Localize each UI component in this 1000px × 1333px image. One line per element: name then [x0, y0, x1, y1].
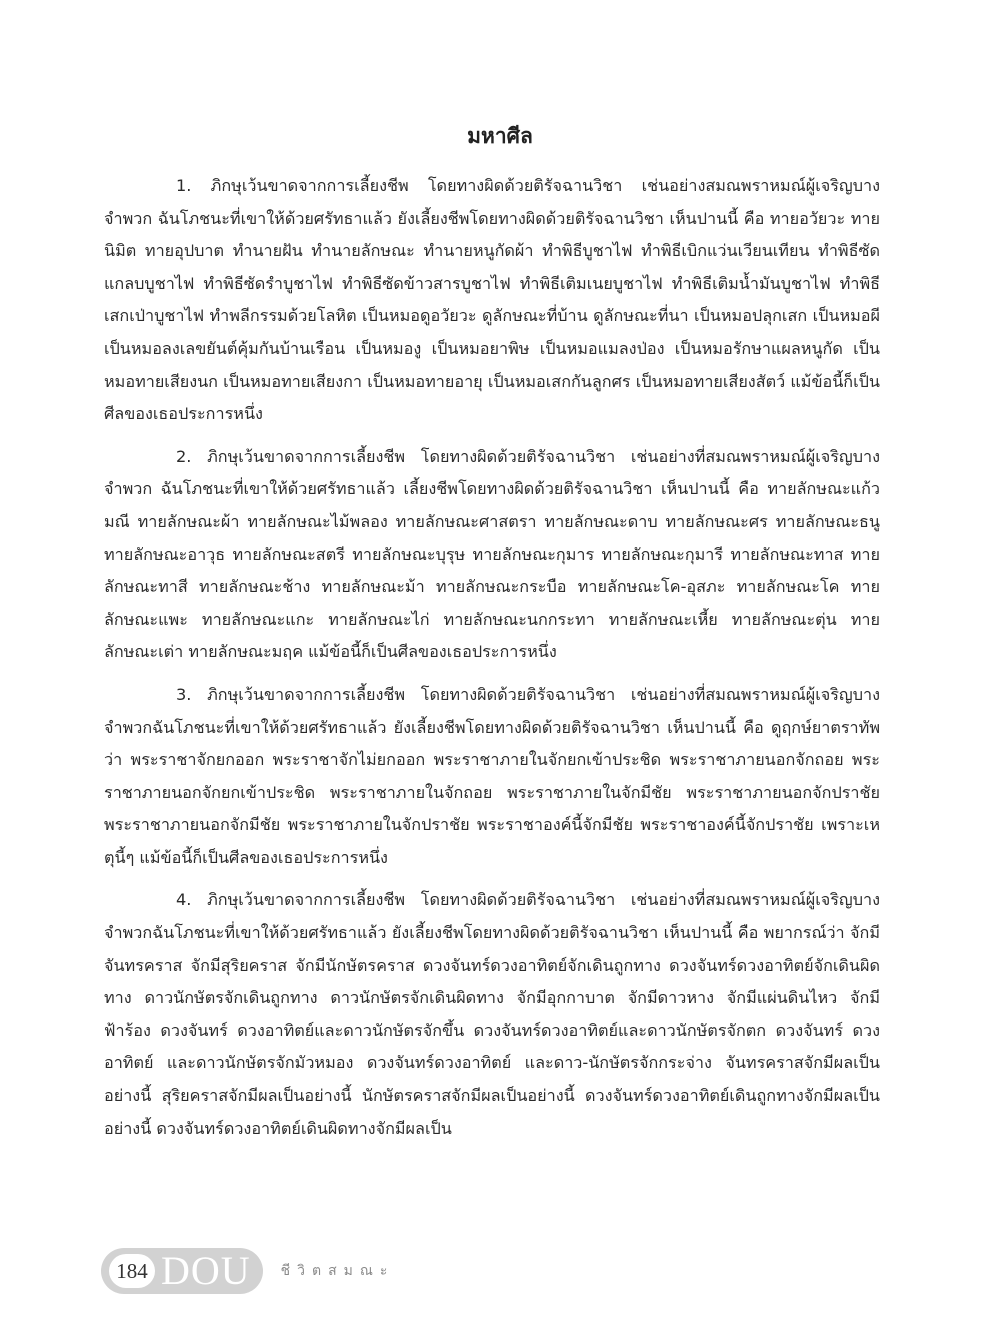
paragraph-2: 2. ภิกษุเว้นขาดจากการเลี้ยงชีพ โดยทางผิดด้วยติรัจฉานวิชา เช่นอย่างที่สมณพราหมณ์ผู้เจริญบางจำพวก ฉันโภชนะที่เขาให้ด้วยศรัทธาแล้ว เลี้ยงชีพโดยทางผิดด้วยติรัจฉานวิชา เห็นปานนี้ คือ ทายลักษณะแก้วมณี ทายลักษณะผ้า ทายลักษณะไม้พลอง ทายลักษณะศาสตรา ทายลักษณะดาบ ทายลักษณะศร ทายลักษณะธนู ทายลักษณะอาวุธ ทายลักษณะสตรี ทายลักษณะบุรุษ ทายลักษณะกุมาร ทายลักษณะกุมารี ทายลักษณะทาส ทายลักษณะทาสี ทายลักษณะช้าง ทายลักษณะม้า ทายลักษณะกระบือ ทายลักษณะโค-อุสภะ ทายลักษณะโค ทายลักษณะแพะ ทายลักษณะแกะ ทายลักษณะไก่ ทายลักษณะนกกระทา ทายลักษณะเหี้ย ทายลักษณะตุ่น ทายลักษณะเต่า ทายลักษณะมฤค แม้ข้อนี้ก็เป็นศีลของเธอประการหนึ่ง	[104, 446, 880, 662]
page-heading: มหาศีล	[467, 124, 533, 148]
book-title: ชีวิตสมณะ	[280, 1263, 395, 1279]
paragraph-3: 3. ภิกษุเว้นขาดจากการเลี้ยงชีพ โดยทางผิดด้วยติรัจฉานวิชา เช่นอย่างที่สมณพราหมณ์ผู้เจริญบางจำพวกฉันโภชนะที่เขาให้ด้วยศรัทธาแล้ว ยังเลี้ยงชีพโดยทางผิดด้วยติรัจฉานวิชา เห็นปานนี้ คือ ดูฤกษ์ยาตราทัพว่า พระราชาจักยกออก พระราชาจักไม่ยกออก พระราชาภายในจักยกเข้าประชิด พระราชาภายนอกจักถอย พระราชาภายนอกจักยกเข้าประชิด พระราชาภายในจักถอย พระราชาภายในจักมีชัย พระราชาภายนอกจักปราชัย พระราชาภายนอกจักมีชัย พระราชาภายในจักปราชัย พระราชาองค์นี้จักมีชัย พระราชาองค์นี้จักปราชัย เพราะเหตุนี้ๆ แม้ข้อนี้ก็เป็นศีลของเธอประการหนึ่ง	[104, 684, 880, 867]
brand-logo: DOU	[161, 1248, 251, 1293]
paragraph-4: 4. ภิกษุเว้นขาดจากการเลี้ยงชีพ โดยทางผิดด้วยติรัจฉานวิชา เช่นอย่างที่สมณพราหมณ์ผู้เจริญบางจำพวกฉันโภชนะที่เขาให้ด้วยศรัทธาแล้ว ยังเลี้ยงชีพโดยทางผิดด้วยติรัจฉานวิชา เห็นปานนี้ คือ พยากรณ์ว่า จักมีจันทรคราส จักมีสุริยคราส จักมีนักษัตรคราส ดวงจันทร์ดวงอาทิตย์จักเดินถูกทาง ดวงจันทร์ดวงอาทิตย์จักเดินผิดทาง ดาวนักษัตรจักเดินถูกทาง ดาวนักษัตรจักเดินผิดทาง จักมีอุกกาบาต จักมีดาวหาง จักมีแผ่นดินไหว จักมีฟ้าร้อง ดวงจันทร์ ดวงอาทิตย์และดาวนักษัตรจักขึ้น ดวงจันทร์ดวงอาทิตย์และดาวนักษัตรจักตก ดวงจันทร์ ดวงอาทิตย์ และดาวนักษัตรจักมัวหมอง ดวงจันทร์ดวงอาทิตย์ และดาว-นักษัตรจักกระจ่าง จันทรคราสจักมีผลเป็นอย่างนี้ สุริยคราสจักมีผลเป็นอย่างนี้ นักษัตรคราสจักมีผลเป็นอย่างนี้ ดวงจันทร์ดวงอาทิตย์เดินถูกทางจักมีผลเป็นอย่างนี้ ดวงจันทร์ดวงอาทิตย์เดินผิดทางจักมีผลเป็น	[104, 890, 880, 1138]
page-number: 184	[109, 1254, 155, 1288]
page-footer	[101, 1246, 394, 1296]
footer-badge	[101, 1248, 263, 1294]
paragraph-1: 1. ภิกษุเว้นขาดจากการเลี้ยงชีพ โดยทางผิดด้วยติรัจฉานวิชา เช่นอย่างสมณพราหมณ์ผู้เจริญบางจำพวก ฉันโภชนะที่เขาให้ด้วยศรัทธาแล้ว ยังเลี้ยงชีพโดยทางผิดด้วยติรัจฉานวิชา เห็นปานนี้ คือ ทายอวัยวะ ทายนิมิต ทายอุปบาต ทำนายฝัน ทำนายลักษณะ ทำนายหนูกัดผ้า ทำพิธีบูชาไฟ ทำพิธีเบิกแว่นเวียนเทียน ทำพิธีซัดแกลบบูชาไฟ ทำพิธีซัดรำบูชาไฟ ทำพิธีซัดข้าวสารบูชาไฟ ทำพิธีเติมเนยบูชาไฟ ทำพิธีเติมน้ำมันบูชาไฟ ทำพิธีเสกเป่าบูชาไฟ ทำพลีกรรมด้วยโลหิต เป็นหมอดูอวัยวะ ดูลักษณะที่บ้าน ดูลักษณะที่นา เป็นหมอปลุกเสก เป็นหมอผี เป็นหมอลงเลขยันต์คุ้มกันบ้านเรือน เป็นหมองู เป็นหมอยาพิษ เป็นหมอแมลงป่อง เป็นหมอรักษาแผลหนูกัด เป็นหมอทายเสียงนก เป็นหมอทายเสียงกา เป็นหมอทายอายุ เป็นหมอเสกกันลูกศร เป็นหมอทายเสียงสัตว์ แม้ข้อนี้ก็เป็นศีลของเธอประการหนึ่ง	[104, 176, 880, 424]
body-text	[104, 170, 880, 1155]
